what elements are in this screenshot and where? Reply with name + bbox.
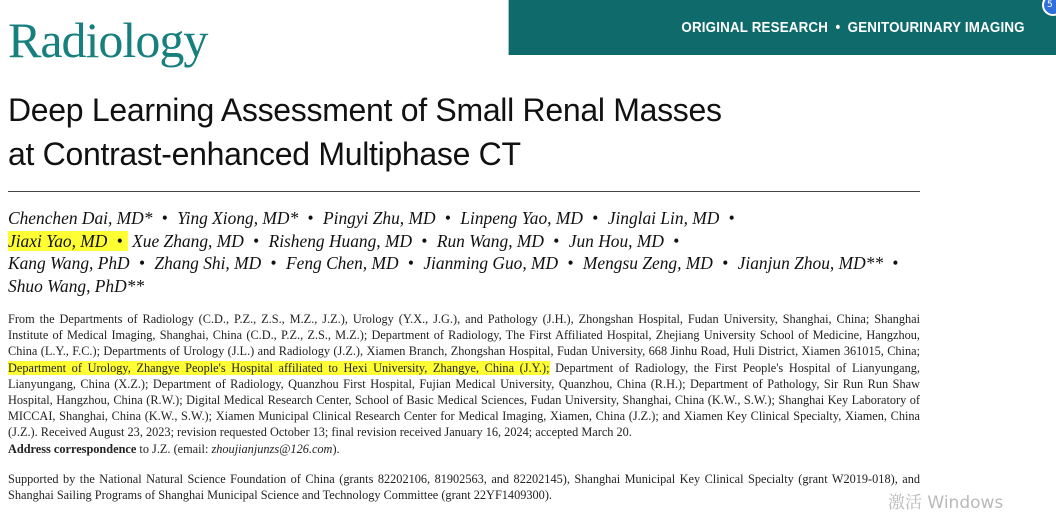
- author-separator: •: [421, 230, 428, 251]
- author-separator: •: [592, 208, 599, 228]
- author-name: Jinglai Lin, MD: [607, 208, 720, 228]
- author-separator: •: [553, 230, 560, 251]
- funding-statement: Supported by the National Natural Science Foundation of China (grants 82202106, 81902563, and 82202145), Shanghai Municipal Key Clinical Specialty (grant W2019-018), and Shanghai Sailing Programs of Shanghai Municipal Science and Technology Committee (grant 22YF1409300).: [8, 472, 920, 503]
- title-line-1: Deep Learning Assessment of Small Renal Masses: [8, 92, 722, 128]
- author-separator: •: [138, 253, 146, 274]
- author-separator: •: [270, 253, 277, 274]
- windows-activation-watermark: 激活 Windows: [888, 493, 1004, 513]
- author-name: Risheng Huang, MD: [268, 230, 413, 251]
- author-name: Mengsu Zeng, MD: [582, 253, 713, 274]
- journal-logo: Radiology: [8, 12, 208, 68]
- author-name: Linpeng Yao, MD: [460, 208, 583, 228]
- author-name: Jiaxi Yao, MD •: [8, 231, 128, 251]
- correspondence-end: ).: [332, 441, 340, 456]
- article-category-banner: [509, 0, 1056, 55]
- title-line-2: at Contrast-enhanced Multiphase CT: [8, 136, 521, 172]
- banner-subcategory: GENITOURINARY IMAGING: [847, 19, 1025, 36]
- banner-separator: •: [835, 19, 841, 36]
- author-name: Jianming Guo, MD: [423, 253, 559, 274]
- author-separator: •: [161, 208, 168, 228]
- badge-count: 5: [1047, 0, 1053, 10]
- author-name: Chenchen Dai, MD*: [8, 208, 153, 228]
- author-separator: •: [892, 253, 899, 274]
- author-separator: •: [567, 253, 574, 274]
- author-name: Jun Hou, MD: [568, 230, 664, 251]
- correspondence-text: to J.Z. (email:: [139, 441, 209, 456]
- title-divider: [8, 191, 920, 192]
- author-separator: •: [253, 230, 260, 251]
- author-separator: •: [407, 253, 414, 274]
- affiliations-block: [8, 311, 920, 457]
- author-name: Xue Zhang, MD: [132, 230, 244, 251]
- author-separator: •: [728, 208, 735, 228]
- author-name: Zhang Shi, MD: [154, 253, 262, 274]
- author-separator: •: [307, 208, 314, 228]
- correspondence-label: Address correspondence: [8, 441, 137, 456]
- author-separator: •: [673, 230, 680, 251]
- affiliations-text: From the Departments of Radiology (C.D., P.Z., Z.S., M.Z., J.Z.), Urology (Y.X., J.G.), and Pathology (J.H.), Zhongshan Hospital, Fudan University, Shanghai, China; Shanghai Institute of Medical Imaging, Shanghai, China (C.D., P.Z., Z.S., M.Z.); Department of Radiology, The First Affiliated Hospital, Zhejiang University School of Medicine, Hangzhou, China (L.Y., F.C.); Departments of Urology (J.L.) and Radiology (J.Z.), Xiamen Branch, Zhongshan Hospital, Fudan University, 668 Jinhu Road, Huli District, Xiamen 361015, China;: [8, 312, 920, 359]
- author-list: [8, 207, 928, 297]
- author-name: Kang Wang, PhD: [8, 253, 130, 274]
- author-name: Run Wang, MD: [436, 230, 544, 251]
- author-name: Ying Xiong, MD*: [177, 208, 299, 228]
- author-name: Feng Chen, MD: [285, 253, 399, 274]
- highlighted-affiliation: Department of Urology, Zhangye People's Hospital affiliated to Hexi University, Zhangye, China (J.Y.);: [8, 360, 550, 375]
- correspondence-email-link[interactable]: zhoujianjunzs@126.com: [211, 441, 333, 456]
- article-title: [8, 88, 908, 176]
- author-name: Shuo Wang, PhD**: [8, 275, 145, 296]
- author-name: Jianjun Zhou, MD**: [737, 253, 884, 274]
- author-separator: •: [722, 253, 729, 274]
- author-name: Pingyi Zhu, MD: [322, 208, 436, 228]
- author-separator: •: [444, 208, 451, 228]
- banner-category: ORIGINAL RESEARCH: [681, 19, 829, 36]
- author-separator: •: [116, 230, 123, 251]
- affiliations-text-continued: Department of Radiology, the First People's Hospital of Lianyungang, Lianyungang, China (X.Z.); Department of Radiology, Quanzhou First Hospital, Fujian Medical University, Quanzhou, China (R.H.); Department of Pathology, Sir Run Run Shaw Hospital, Hangzhou, China (R.W.); Digital Medical Research Center, School of Basic Medical Sciences, Fudan University, Shanghai, China (K.W., S.W.); Shanghai Key Laboratory of MICCAI, Shanghai, China (K.W., S.W.); Xiamen Municipal Clinical Research Center for Medical Imaging, Xiamen, China (J.Z.); and Xiamen Key Clinical Specialty, Xiamen, China (J.Z.). Received August 23, 2023; revision requested October 13; final revision received January 16, 2024; accepted March 20.: [8, 360, 920, 440]
